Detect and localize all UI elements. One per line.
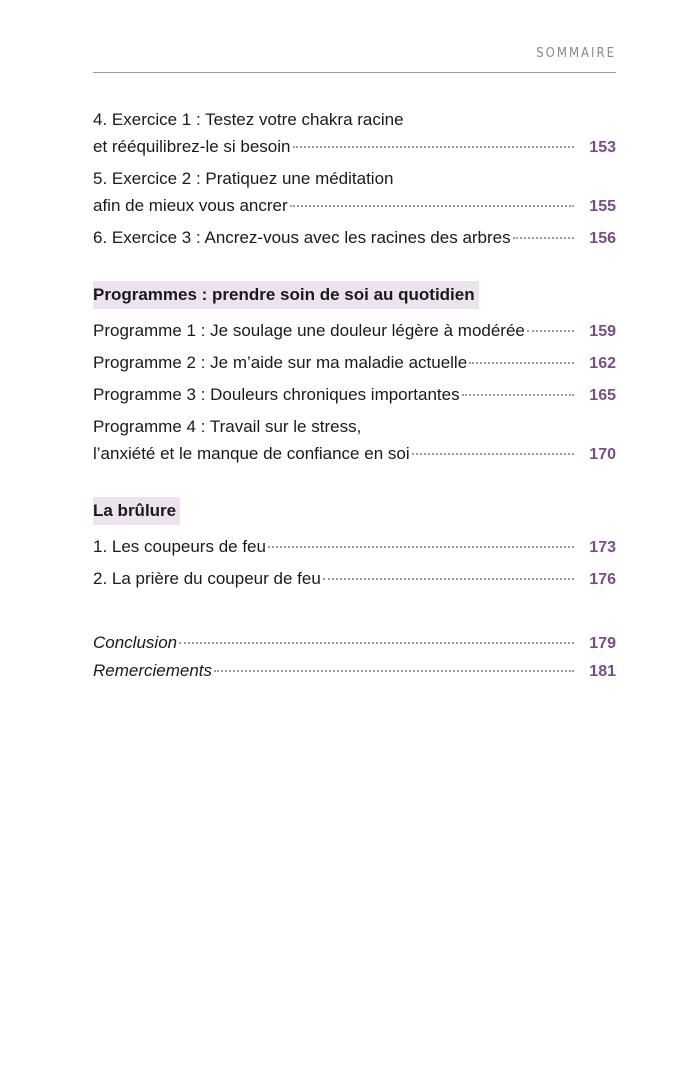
toc-entry-line2: l’anxiété et le manque de confiance en soi	[93, 444, 410, 463]
toc-page-number: 153	[589, 139, 616, 156]
running-header	[93, 46, 616, 73]
toc-page-number: 155	[589, 198, 616, 215]
toc-entry[interactable]	[93, 413, 616, 468]
dot-leader	[462, 392, 574, 396]
toc-entry-line2: 6. Exercice 3 : Ancrez-vous avec les racines des arbres	[93, 228, 511, 247]
toc-entry-line2: Remerciements	[93, 661, 213, 680]
toc-page-number: 176	[589, 571, 616, 588]
dot-leader	[323, 576, 574, 580]
toc-page-number: 159	[589, 323, 616, 340]
dot-leader	[469, 360, 574, 364]
dot-leader	[179, 640, 574, 644]
section-title: La brûlure	[93, 497, 180, 525]
toc-page-number: 181	[589, 663, 616, 680]
toc-entry[interactable]	[93, 349, 616, 377]
table-of-contents	[93, 106, 616, 685]
header-title: SOMMAIRE	[536, 46, 616, 61]
toc-page-number: 162	[589, 355, 616, 372]
toc-entry-line1: 4. Exercice 1 : Testez votre chakra racine	[93, 110, 404, 129]
toc-entry[interactable]	[93, 533, 616, 561]
toc-entry-line2: 2. La prière du coupeur de feu	[93, 569, 321, 588]
toc-entry[interactable]	[93, 317, 616, 345]
dot-leader	[214, 668, 574, 672]
toc-entry-line2: 1. Les coupeurs de feu	[93, 537, 266, 556]
toc-page-number: 165	[589, 387, 616, 404]
toc-entry-line2: Programme 1 : Je soulage une douleur légère à modérée	[93, 321, 525, 340]
toc-entry[interactable]	[93, 165, 616, 220]
toc-entry-line2: Programme 2 : Je m’aide sur ma maladie actuelle	[93, 353, 468, 372]
toc-entry[interactable]	[93, 224, 616, 252]
toc-entry-line2: afin de mieux vous ancrer	[93, 196, 288, 215]
dot-leader	[527, 328, 574, 332]
toc-entry-line1: 5. Exercice 2 : Pratiquez une méditation	[93, 169, 394, 188]
toc-entry-line2: et rééquilibrez-le si besoin	[93, 137, 291, 156]
toc-entry[interactable]	[93, 565, 616, 593]
section-header-brulure	[93, 497, 616, 525]
toc-page-number: 179	[589, 635, 616, 652]
dot-leader	[293, 144, 575, 148]
toc-page-number: 170	[589, 446, 616, 463]
toc-entry-line2: Conclusion	[93, 633, 178, 652]
toc-entry-conclusion[interactable]	[93, 629, 616, 657]
dot-leader	[290, 203, 574, 207]
toc-entry[interactable]	[93, 381, 616, 409]
section-header-programmes	[93, 281, 616, 309]
toc-entry-line1: Programme 4 : Travail sur le stress,	[93, 417, 362, 436]
dot-leader	[412, 451, 574, 455]
toc-page-number: 156	[589, 230, 616, 247]
dot-leader	[268, 544, 574, 548]
toc-entry-line2: Programme 3 : Douleurs chroniques importantes	[93, 385, 460, 404]
section-title: Programmes : prendre soin de soi au quotidien	[93, 281, 479, 309]
dot-leader	[513, 235, 574, 239]
toc-entry[interactable]	[93, 106, 616, 161]
toc-entry-remerciements[interactable]	[93, 657, 616, 685]
toc-page-number: 173	[589, 539, 616, 556]
